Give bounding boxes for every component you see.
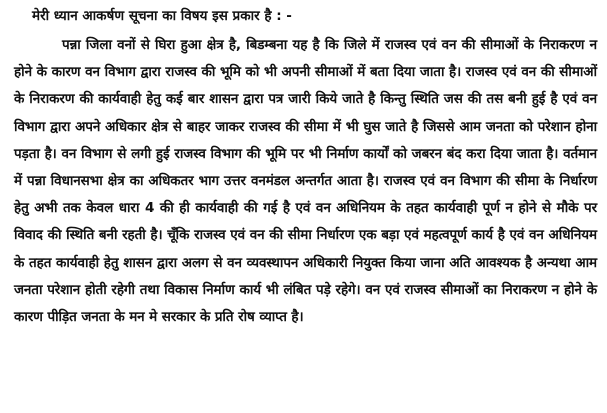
notice-body-paragraph: पन्ना जिला वनों से घिरा हुआ क्षेत्र है, बिडम्बना यह है कि जिले में राजस्व एवं वन की सीमाओं के निराकरण न होने के कारण वन विभाग द्वारा राजस्व की भूमि को भी अपनी सीमाओं में बता दिया जाता है। राजस्व एवं वन की सीमाओं के निराकरण की कार्यवाही हेतु कई बार शासन द्वारा पत्र जारी किये जाते है किन्तु स्थिति जस की तस बनी हुई है एवं वन विभाग द्वारा अपने अधिकार क्षेत्र से बाहर जाकर राजस्व की सीमा में भी घुस जाते है जिससे आम जनता को परेशान होना पड़ता है। वन विभाग से लगी हुई राजस्व विभाग की भूमि पर भी निर्माण कार्यों को जबरन बंद करा दिया जाता है। वर्तमान में पन्ना विधानसभा क्षेत्र का अधिकतर भाग उत्तर वनमंडल अन्तर्गत आता है। राजस्व एवं वन विभाग की सीमा के निर्धारण हेतु अभी तक केवल धारा 4 की ही कार्यवाही की गई है एवं वन अधिनियम के तहत कार्यवाही पूर्ण न होने से मौके पर विवाद की स्थिति बनी रहती है। चूँकि राजस्व एवं वन की सीमा निर्धारण एक बड़ा एवं महत्वपूर्ण कार्य है एवं वन अधिनियम के तहत कार्यवाही हेतु शासन द्वारा अलग से वन व्यवस्थापन अधिकारी नियुक्त किया जाना अति आवश्यक है अन्यथा आम जनता परेशान होती रहेगी तथा विकास निर्माण कार्य भी लंबित पड़े रहेगे। वन एवं राजस्व सीमाओं का निराकरण न होने के कारण पीड़ित जनता के मन मे सरकार के प्रति रोष व्याप्त है। (14, 37, 597, 326)
notice-subject-heading: मेरी ध्यान आकर्षण सूचना का विषय इस प्रकार है : - (32, 8, 292, 24)
